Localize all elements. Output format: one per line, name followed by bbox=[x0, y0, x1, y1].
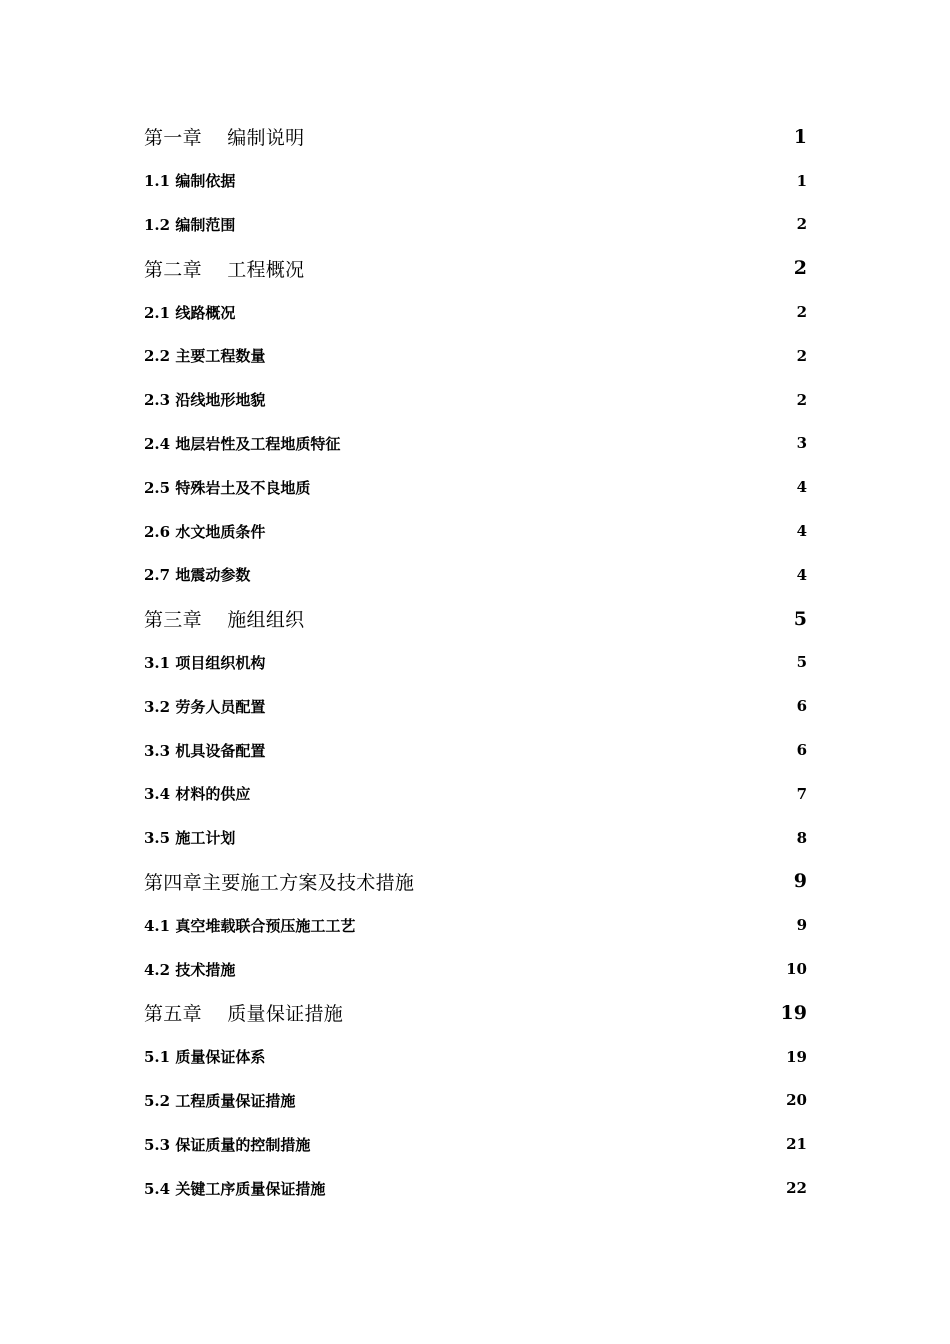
toc-section-4-2[interactable] bbox=[144, 947, 807, 991]
toc-entry-title: 4.1 真空堆载联合预压施工工艺 bbox=[144, 916, 356, 935]
toc-section-3-2[interactable] bbox=[144, 684, 807, 728]
toc-entry-page: 4 bbox=[796, 565, 807, 584]
toc-section-3-4[interactable] bbox=[144, 772, 807, 816]
toc-section-2-4[interactable] bbox=[144, 422, 807, 466]
toc-entry-page: 1 bbox=[796, 171, 807, 190]
toc-section-1-2[interactable] bbox=[144, 203, 807, 247]
toc-entry-title: 2.4 地层岩性及工程地质特征 bbox=[144, 434, 341, 453]
toc-section-5-2[interactable] bbox=[144, 1079, 807, 1123]
toc-chapter-3[interactable] bbox=[144, 597, 807, 641]
table-of-contents bbox=[144, 115, 807, 1210]
toc-entry-title: 第二章 工程概况 bbox=[144, 258, 305, 281]
toc-entry-title: 1.1 编制依据 bbox=[144, 172, 236, 191]
toc-entry-page: 2 bbox=[793, 257, 807, 280]
toc-entry-title: 5.4 关键工序质量保证措施 bbox=[144, 1179, 326, 1198]
toc-entry-title: 2.6 水文地质条件 bbox=[144, 522, 266, 541]
toc-entry-page: 6 bbox=[796, 697, 807, 716]
toc-entry-page: 6 bbox=[796, 741, 807, 760]
toc-entry-title: 3.2 劳务人员配置 bbox=[144, 697, 266, 716]
toc-entry-title: 3.5 施工计划 bbox=[144, 829, 236, 848]
toc-section-3-1[interactable] bbox=[144, 641, 807, 685]
toc-section-5-1[interactable] bbox=[144, 1035, 807, 1079]
toc-entry-page: 1 bbox=[793, 125, 807, 148]
toc-entry-page: 22 bbox=[786, 1179, 807, 1198]
toc-section-2-3[interactable] bbox=[144, 378, 807, 422]
toc-entry-title: 5.2 工程质量保证措施 bbox=[144, 1091, 296, 1110]
toc-section-2-2[interactable] bbox=[144, 334, 807, 378]
toc-section-4-1[interactable] bbox=[144, 903, 807, 947]
toc-entry-title: 5.1 质量保证体系 bbox=[144, 1048, 266, 1067]
toc-entry-page: 21 bbox=[786, 1135, 807, 1154]
toc-section-3-3[interactable] bbox=[144, 728, 807, 772]
toc-entry-title: 第四章主要施工方案及技术措施 bbox=[144, 871, 415, 894]
toc-section-2-5[interactable] bbox=[144, 465, 807, 509]
toc-chapter-1[interactable] bbox=[144, 115, 807, 159]
toc-section-2-1[interactable] bbox=[144, 290, 807, 334]
toc-entry-title: 第一章 编制说明 bbox=[144, 127, 305, 150]
toc-entry-page: 2 bbox=[796, 346, 807, 365]
toc-entry-page: 10 bbox=[786, 960, 807, 979]
toc-entry-title: 第五章 质量保证措施 bbox=[144, 1003, 344, 1026]
toc-entry-title: 3.1 项目组织机构 bbox=[144, 653, 266, 672]
toc-entry-title: 1.2 编制范围 bbox=[144, 215, 236, 234]
toc-entry-page: 5 bbox=[793, 607, 807, 630]
toc-entry-page: 2 bbox=[796, 390, 807, 409]
toc-entry-page: 5 bbox=[796, 653, 807, 672]
toc-entry-title: 2.1 线路概况 bbox=[144, 303, 236, 322]
toc-entry-page: 4 bbox=[796, 478, 807, 497]
toc-chapter-5[interactable] bbox=[144, 991, 807, 1035]
toc-entry-title: 2.7 地震动参数 bbox=[144, 566, 251, 585]
toc-entry-title: 5.3 保证质量的控制措施 bbox=[144, 1135, 311, 1154]
toc-entry-page: 4 bbox=[796, 522, 807, 541]
toc-entry-title: 4.2 技术措施 bbox=[144, 960, 236, 979]
toc-entry-page: 19 bbox=[780, 1001, 807, 1024]
toc-entry-page: 7 bbox=[796, 784, 807, 803]
toc-entry-page: 8 bbox=[796, 828, 807, 847]
toc-entry-page: 9 bbox=[796, 916, 807, 935]
toc-section-1-1[interactable] bbox=[144, 159, 807, 203]
toc-section-2-6[interactable] bbox=[144, 509, 807, 553]
toc-entry-page: 9 bbox=[793, 870, 807, 893]
toc-entry-title: 2.5 特殊岩土及不良地质 bbox=[144, 478, 311, 497]
toc-entry-title: 第三章 施组组织 bbox=[144, 609, 305, 632]
toc-entry-page: 2 bbox=[796, 215, 807, 234]
toc-section-3-5[interactable] bbox=[144, 816, 807, 860]
toc-entry-title: 2.3 沿线地形地貌 bbox=[144, 391, 266, 410]
toc-entry-title: 3.3 机具设备配置 bbox=[144, 741, 266, 760]
toc-entry-page: 3 bbox=[796, 434, 807, 453]
toc-chapter-2[interactable] bbox=[144, 246, 807, 290]
toc-entry-page: 2 bbox=[796, 303, 807, 322]
toc-chapter-4[interactable] bbox=[144, 860, 807, 904]
toc-entry-title: 3.4 材料的供应 bbox=[144, 785, 251, 804]
toc-entry-page: 20 bbox=[786, 1091, 807, 1110]
toc-section-5-4[interactable] bbox=[144, 1166, 807, 1210]
toc-entry-page: 19 bbox=[786, 1047, 807, 1066]
toc-section-5-3[interactable] bbox=[144, 1122, 807, 1166]
toc-section-2-7[interactable] bbox=[144, 553, 807, 597]
toc-entry-title: 2.2 主要工程数量 bbox=[144, 347, 266, 366]
